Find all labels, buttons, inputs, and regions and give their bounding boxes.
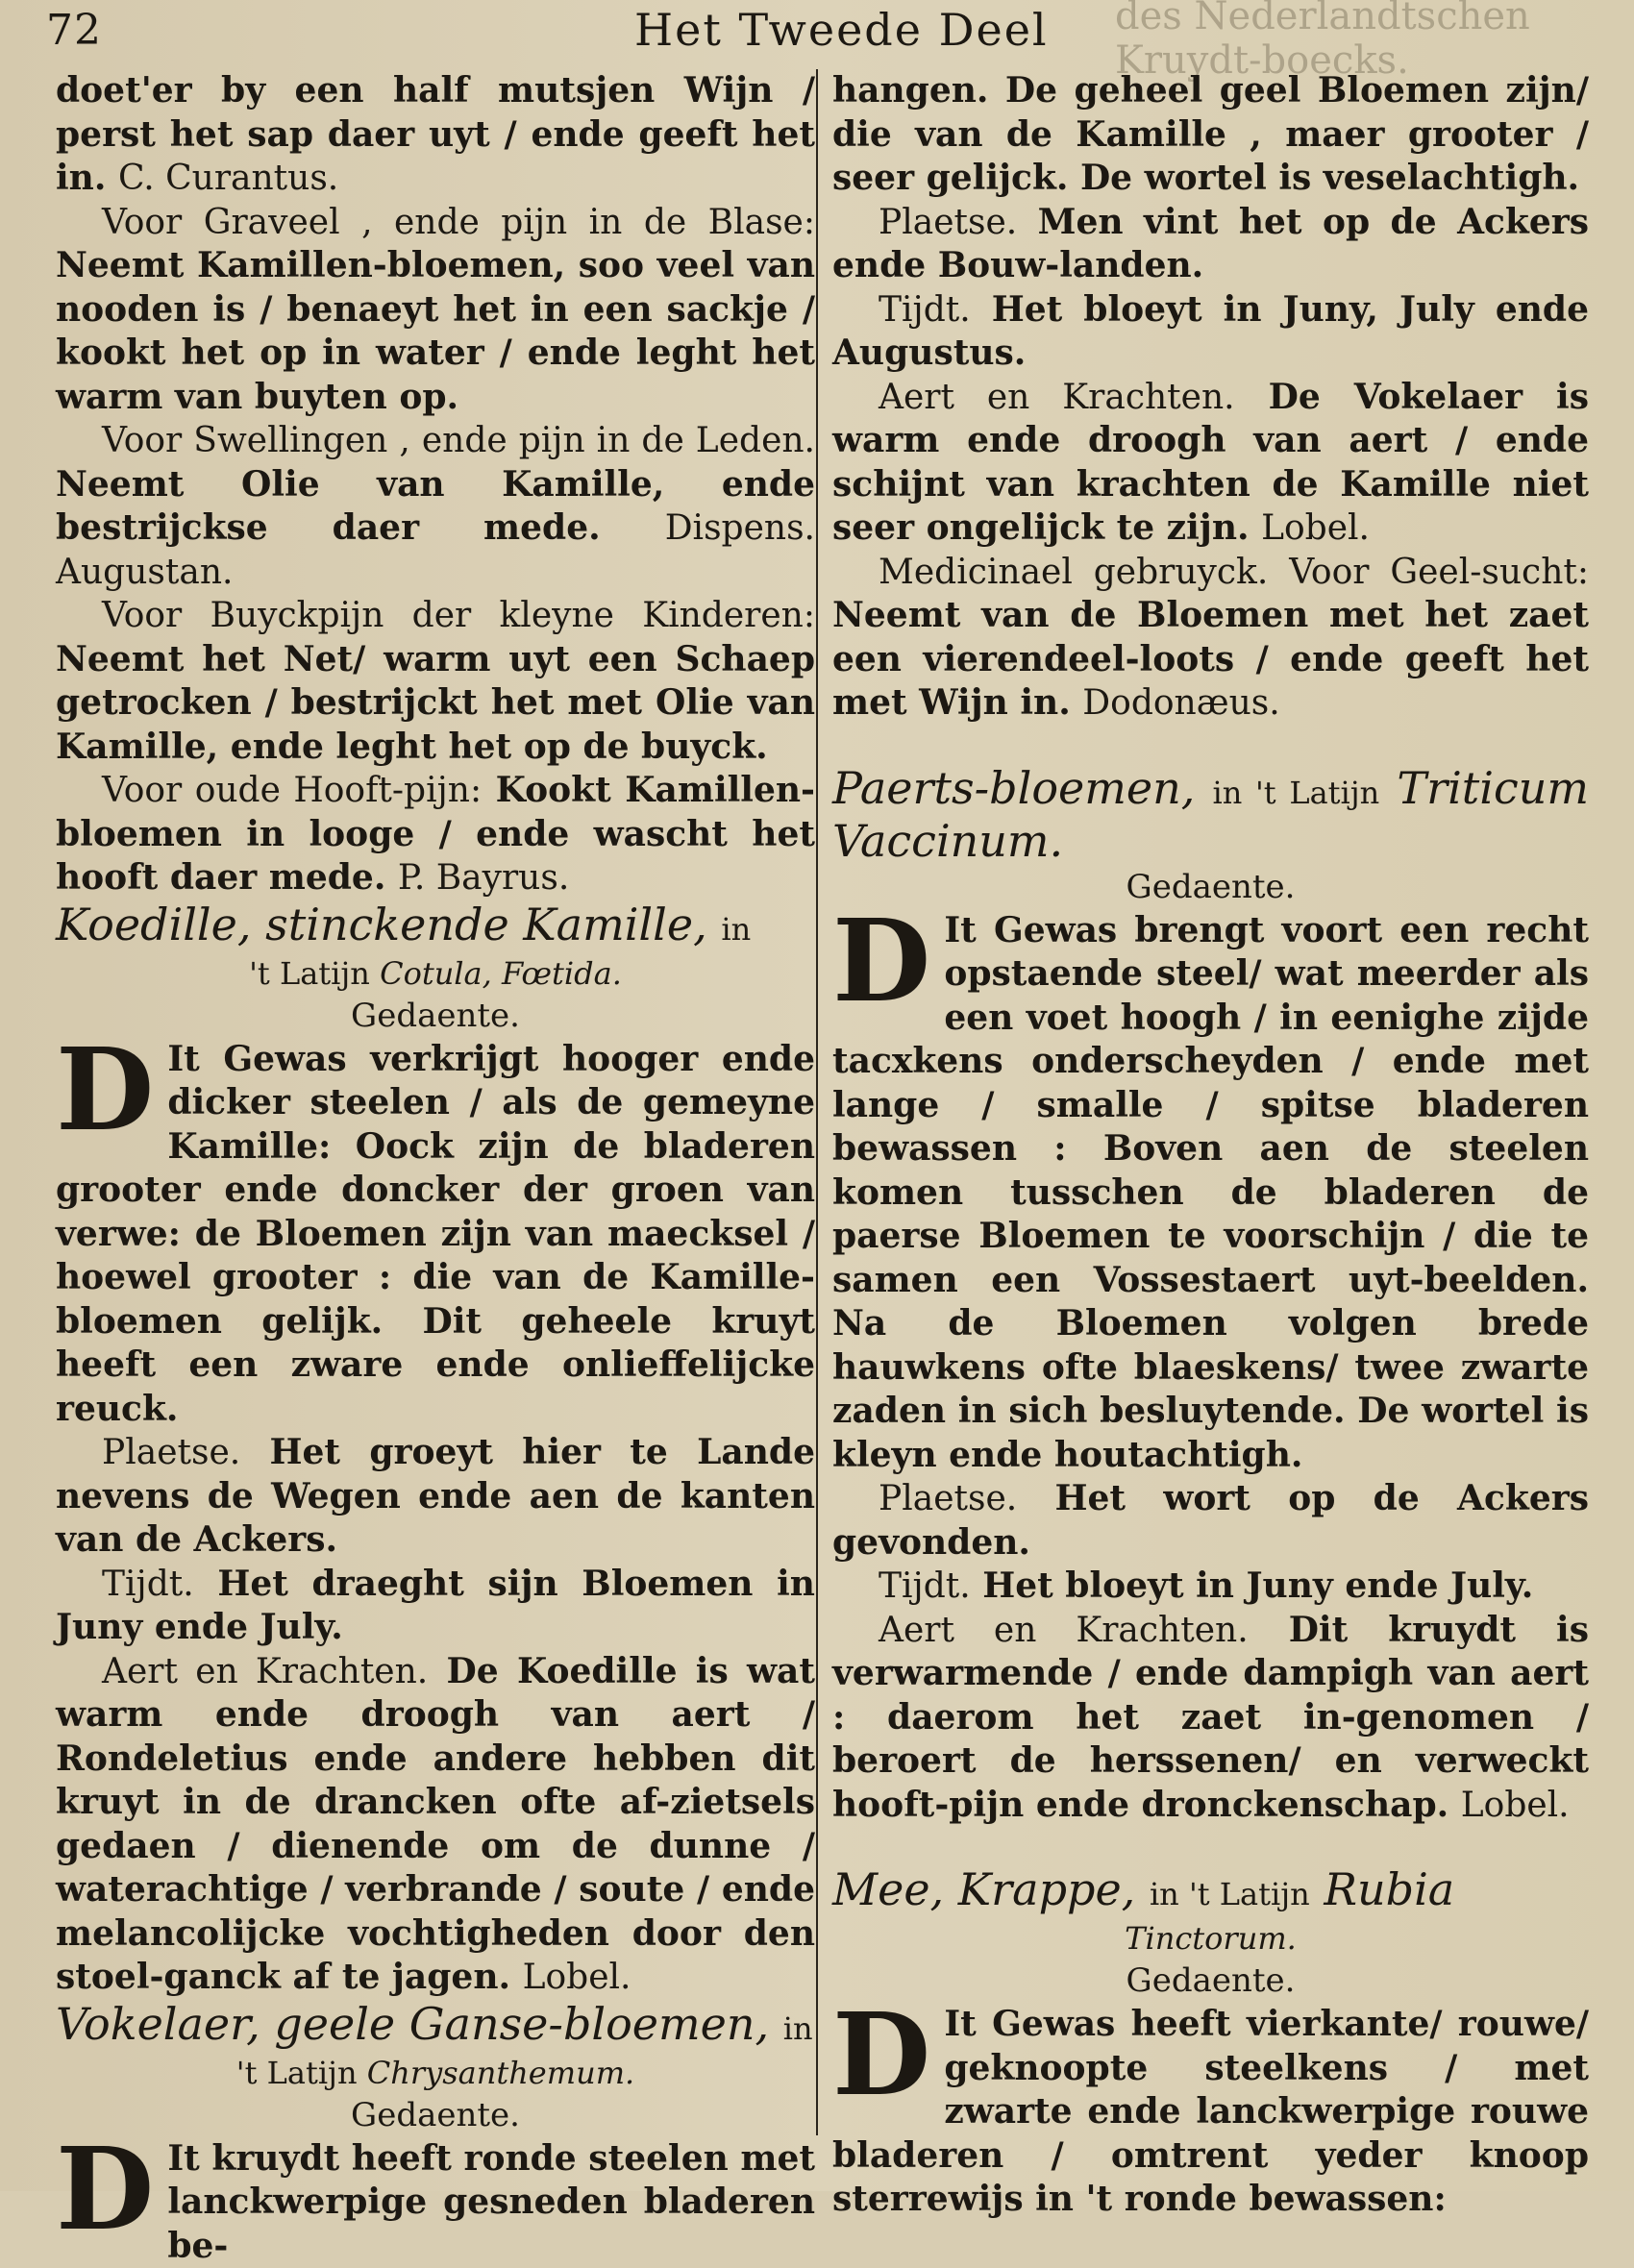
latin-prefix: 't Latijn bbox=[249, 955, 370, 992]
paragraph-text: Het bloeyt in Juny, July ende Augustus. bbox=[832, 289, 1589, 374]
reference: Lobel. bbox=[523, 1958, 631, 1997]
latin-name: Triticum Vaccinum. bbox=[832, 762, 1589, 867]
latin-name-line bbox=[56, 953, 815, 994]
reference: Dodonæus. bbox=[1082, 683, 1279, 723]
heading-text: Vokelaer, geele Ganse-bloemen, bbox=[56, 1998, 769, 2050]
heading-in: in 't Latijn bbox=[1150, 1876, 1310, 1912]
paragraph-text: It Gewas brengt voort een recht opstaende steel/ wat meerder als een voet hoogh / in eenighe zijde tacxkens onderscheyden / ende met lange / smalle / spitse bladeren bewassen : Boven aen de steelen komen tusschen de bladeren de paerse Bloemen te voorschijn / die te samen een Vossestaert uyt-beelden. Na de Bloemen volgen brede hauwkens ofte blaeskens/ twee zwarte zaden in sich besluytende. De wortel is kleyn ende houtachtigh. bbox=[832, 910, 1589, 1475]
paragraph-lead: Tijdt. bbox=[879, 1566, 971, 1606]
paragraph-text: Kookt Kamillen-bloemen in looge / ende wascht het hooft daer mede. bbox=[56, 770, 815, 898]
paragraph-text: hangen. De geheel geel Bloemen zijn/ die van de Kamille , maer grooter / seer gelijck. De wortel is veselachtigh. bbox=[832, 70, 1589, 198]
paragraph-lead: Tijdt. bbox=[102, 1565, 194, 1604]
paragraph-text: Neemt van de Bloemen met het zaet een vierendeel-loots / ende geeft het met Wijn in. bbox=[832, 595, 1589, 723]
paragraph-lead: Aert en Krachten. bbox=[102, 1652, 428, 1691]
paragraph-lead: Voor Buyckpijn der kleyne Kinderen: bbox=[102, 596, 815, 635]
paragraph-text: It kruydt heeft ronde steelen met lanckwerpige gesneden bladeren be- bbox=[167, 2138, 815, 2266]
paragraph bbox=[56, 1563, 815, 1650]
subheading: Gedaente. bbox=[832, 865, 1589, 909]
paragraph bbox=[832, 201, 1589, 288]
heading-in: in bbox=[721, 911, 751, 948]
latin-name: Rubia bbox=[1324, 1863, 1454, 1915]
heading-in: in bbox=[783, 2010, 813, 2047]
left-column bbox=[56, 69, 815, 2268]
paragraph-text: doet'er by een half mutsjen Wijn / perst het sap daer uyt / ende geeft het in. bbox=[56, 70, 815, 198]
paragraph-lead: Voor Graveel , ende pijn in de Blase: bbox=[102, 203, 815, 242]
running-head: Het Tweede Deel bbox=[634, 4, 1049, 56]
paragraph-text: De Vokelaer is warm ende droogh van aert / ende schijnt van krachten de Kamille niet seer ongelijck te zijn. bbox=[832, 377, 1589, 549]
drop-cap: D bbox=[832, 2009, 930, 2101]
heading-in: in 't Latijn bbox=[1212, 775, 1379, 811]
subheading: Gedaente. bbox=[56, 2093, 815, 2137]
latin-name-line bbox=[832, 1918, 1589, 1959]
column-divider bbox=[816, 69, 818, 2135]
drop-cap: D bbox=[832, 915, 930, 1007]
paragraph bbox=[56, 419, 815, 594]
paragraph bbox=[832, 1609, 1589, 1828]
section-heading bbox=[56, 2000, 815, 2053]
paragraph bbox=[56, 1038, 815, 1432]
section-heading bbox=[56, 900, 815, 953]
paragraph bbox=[832, 376, 1589, 551]
paragraph-text: Het draeght sijn Bloemen in Juny ende July. bbox=[56, 1564, 815, 1648]
paragraph-text: Neemt Kamillen-bloemen, soo veel van nooden is / benaeyt het in een sackje / kookt het op in water / ende leght het warm van buyten op. bbox=[56, 245, 815, 417]
paragraph bbox=[56, 769, 815, 900]
paragraph-lead: Medicinael gebruyck. Voor Geel-sucht: bbox=[879, 553, 1589, 592]
paragraph bbox=[56, 201, 815, 420]
paragraph-text: Het groeyt hier te Lande nevens de Wegen ende aen de kanten van de Ackers. bbox=[56, 1432, 815, 1560]
paragraph-text: Het bloeyt in Juny ende July. bbox=[982, 1565, 1533, 1606]
heading-text: Paerts-bloemen, bbox=[832, 762, 1195, 814]
heading-text: Mee, Krappe, bbox=[832, 1863, 1135, 1915]
paragraph bbox=[832, 1477, 1589, 1565]
paragraph-lead: Plaetse. bbox=[102, 1433, 240, 1472]
latin-prefix: 't Latijn bbox=[236, 2055, 358, 2091]
reference: Lobel. bbox=[1461, 1786, 1570, 1825]
subheading: Gedaente. bbox=[832, 1959, 1589, 2003]
paragraph-text: Men vint het op de Ackers ende Bouw-landen. bbox=[832, 202, 1589, 286]
paragraph bbox=[56, 594, 815, 769]
paragraph-text: Neemt Olie van Kamille, ende bestrijckse daer mede. bbox=[56, 464, 815, 549]
paragraph-text: Het wort op de Ackers gevonden. bbox=[832, 1478, 1589, 1563]
paragraph-lead: Voor oude Hooft-pijn: bbox=[102, 771, 482, 810]
drop-cap: D bbox=[56, 1044, 154, 1136]
paragraph bbox=[832, 909, 1589, 1478]
paragraph bbox=[56, 69, 815, 201]
paragraph bbox=[832, 1565, 1589, 1609]
paragraph-text: Neemt het Net/ warm uyt een Schaep getrocken / bestrijckt het met Olie van Kamille, ende leght het op de buyck. bbox=[56, 639, 815, 767]
paragraph bbox=[832, 2003, 1589, 2222]
reference: Lobel. bbox=[1261, 508, 1370, 548]
paragraph-lead: Aert en Krachten. bbox=[879, 378, 1235, 417]
paragraph bbox=[56, 2137, 815, 2268]
paragraph bbox=[56, 1650, 815, 2000]
paragraph bbox=[832, 551, 1589, 726]
paragraph-lead: Tijdt. bbox=[879, 290, 971, 330]
right-column bbox=[832, 69, 1589, 2222]
drop-cap: D bbox=[56, 2143, 154, 2235]
paragraph-text: It Gewas heeft vierkante/ rouwe/ geknoopte steelkens / met zwarte ende lanckwerpige rouwe bladeren / omtrent yeder knoop sterrewijs in 't ronde bewassen: bbox=[832, 2004, 1589, 2219]
reference: Dispens. Augustan. bbox=[56, 508, 815, 592]
subheading: Gedaente. bbox=[56, 994, 815, 1038]
heading-text: Koedille, stinckende Kamille, bbox=[56, 899, 707, 950]
reference: P. Bayrus. bbox=[398, 858, 569, 898]
latin-name: Chrysanthemum. bbox=[367, 2055, 634, 2091]
paragraph-lead: Plaetse. bbox=[879, 203, 1017, 242]
page-number: 72 bbox=[46, 6, 102, 55]
section-heading bbox=[832, 764, 1589, 865]
bleed-through-text: des Nederlandtschen Kruydt-boecks. bbox=[1115, 0, 1596, 83]
paragraph-text: Dit kruydt is verwarmende / ende dampigh van aert : daerom het zaet in-genomen / beroert de herssenen/ en verweckt hooft-pijn ende dronckenschap. bbox=[832, 1610, 1589, 1825]
paragraph bbox=[832, 69, 1589, 201]
latin-name: Tinctorum. bbox=[1125, 1920, 1297, 1957]
paragraph-text: De Koedille is wat warm ende droogh van aert / Rondeletius ende andere hebben dit kruyt in de drancken ofte af-zietsels gedaen / dienende om de dunne / waterachtige / verbrande / soute / ende melancolijcke vochtigheden door den stoel-ganck af te jagen. bbox=[56, 1651, 815, 1998]
page-header bbox=[38, 0, 1596, 58]
reference: C. Curantus. bbox=[118, 159, 338, 198]
paragraph bbox=[832, 288, 1589, 376]
paragraph-text: It Gewas verkrijgt hooger ende dicker steelen / als de gemeyne Kamille: Oock zijn de bladeren grooter ende doncker der groen van verwe: de Bloemen zijn van maecksel / hoewel grooter : die van de Kamille-bloemen gelijk. Dit geheele kruyt heeft een zware ende onlieffelijcke reuck. bbox=[56, 1039, 815, 1429]
paragraph bbox=[56, 1431, 815, 1563]
latin-name: Cotula, Fœtida. bbox=[380, 955, 622, 992]
section-heading bbox=[832, 1865, 1589, 1918]
paragraph-lead: Plaetse. bbox=[879, 1479, 1017, 1518]
paragraph-lead: Aert en Krachten. bbox=[879, 1611, 1249, 1650]
paragraph-lead: Voor Swellingen , ende pijn in de Leden. bbox=[102, 421, 815, 460]
latin-name-line bbox=[56, 2053, 815, 2093]
